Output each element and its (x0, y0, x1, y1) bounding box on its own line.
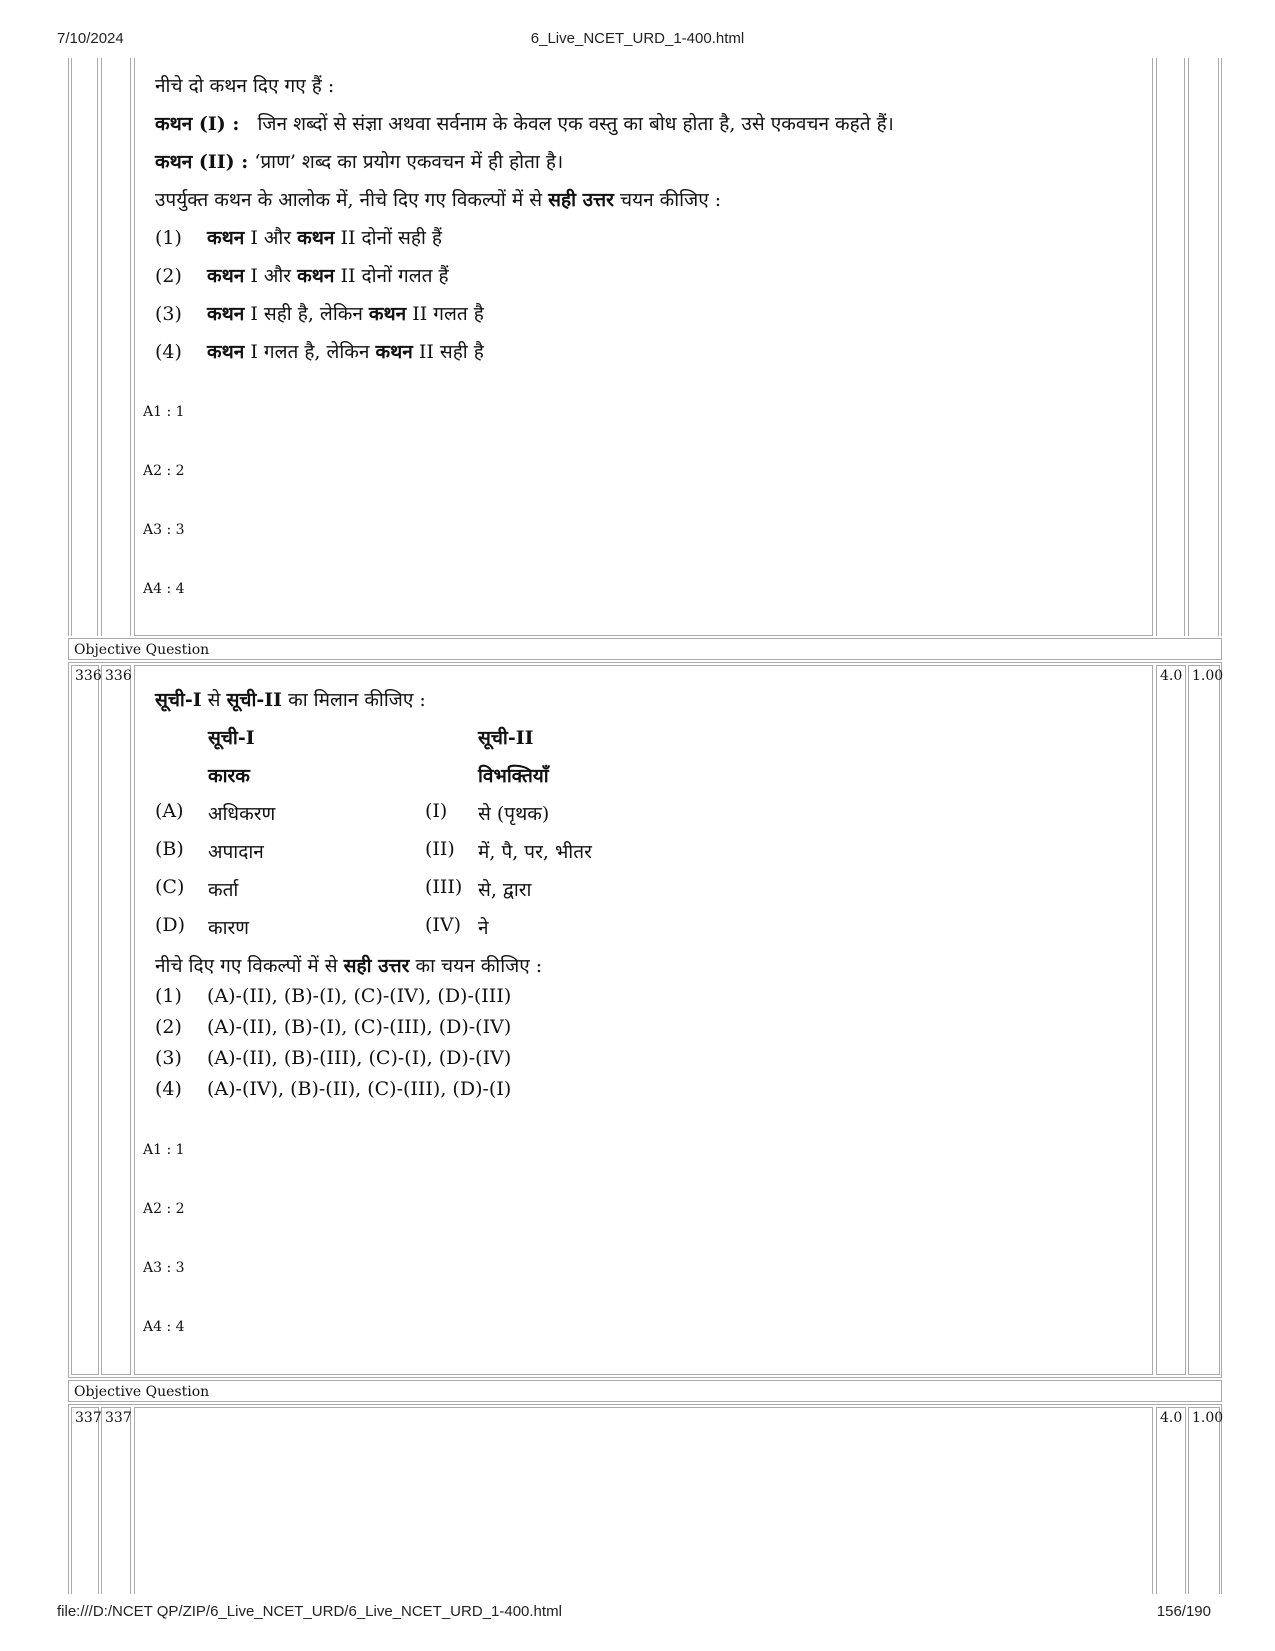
question-id: 337 (101, 1407, 131, 1594)
question-marks: 4.0 (1156, 1407, 1186, 1594)
option-4: (4) (A)-(IV), (B)-(II), (C)-(III), (D)-(I) (155, 1078, 512, 1100)
row-match: ने (478, 917, 489, 939)
answer-option: A1 : 1 (143, 404, 185, 420)
question-instruction: नीचे दिए गए विकल्पों में से सही उत्तर का चयन कीजिए : (155, 955, 543, 977)
document-title: 6_Live_NCET_URD_1-400.html (530, 30, 745, 47)
list-1-subtitle: कारक (208, 765, 250, 787)
type-row (68, 638, 1222, 660)
negative-marks: 1.00 (1188, 1407, 1220, 1594)
question-instruction: उपर्युक्त कथन के आलोक में, नीचे दिए गए विकल्पों में से सही उत्तर चयन कीजिए : (155, 189, 722, 211)
negative-marks: 1.00 (1188, 665, 1220, 1375)
table-border (1218, 58, 1219, 636)
list-2-title: सूची-II (478, 727, 534, 749)
table-border (68, 58, 69, 636)
option-3: (3) कथन I सही है, लेकिन कथन II गलत है (155, 303, 484, 325)
answer-option: A3 : 3 (143, 1260, 185, 1276)
table-border (130, 58, 131, 636)
table-border (71, 58, 72, 636)
option-1: (1) (A)-(II), (B)-(I), (C)-(IV), (D)-(III) (155, 985, 512, 1007)
question-type-label: Objective Question (74, 1384, 210, 1400)
row-match: में, पै, पर, भीतर (478, 841, 592, 863)
question-intro: नीचे दो कथन दिए गए हैं : (155, 75, 335, 97)
question-intro: सूची-I से सूची-II का मिलान कीजिए : (155, 689, 426, 711)
row-item: कर्ता (208, 879, 239, 901)
question-number: 336 (71, 665, 99, 1375)
option-2: (2) (A)-(II), (B)-(I), (C)-(III), (D)-(IV) (155, 1016, 512, 1038)
statement-2: कथन (II) : ‘प्राण’ शब्द का प्रयोग एकवचन में ही होता है। (155, 151, 564, 173)
option-3: (3) (A)-(II), (B)-(III), (C)-(I), (D)-(IV) (155, 1047, 512, 1069)
option-2: (2) कथन I और कथन II दोनों गलत हैं (155, 265, 449, 287)
row-match: से (पृथक) (478, 803, 550, 825)
row-match: से, द्वारा (478, 879, 532, 901)
row-label: (A) (155, 800, 184, 822)
answer-option: A2 : 2 (143, 1201, 185, 1217)
row-roman: (III) (425, 876, 463, 898)
print-date: 7/10/2024 (57, 30, 124, 47)
row-item: अधिकरण (208, 803, 276, 825)
row-roman: (II) (425, 838, 455, 860)
file-path: file:///D:/NCET QP/ZIP/6_Live_NCET_URD/6_Live_NCET_URD_1-400.html (57, 1603, 562, 1620)
answer-option: A4 : 4 (143, 581, 185, 597)
answer-option: A3 : 3 (143, 522, 185, 538)
option-4: (4) कथन I गलत है, लेकिन कथन II सही है (155, 341, 484, 363)
option-1: (1) कथन I और कथन II दोनों सही हैं (155, 227, 443, 249)
row-roman: (IV) (425, 914, 462, 936)
row-roman: (I) (425, 800, 448, 822)
table-border (1156, 58, 1157, 636)
question-cell (134, 1407, 1153, 1594)
table-border (1184, 58, 1185, 636)
table-border (1221, 58, 1222, 636)
table-border (97, 58, 98, 636)
answer-option: A2 : 2 (143, 463, 185, 479)
row-label: (B) (155, 838, 184, 860)
row-item: अपादान (208, 841, 264, 863)
question-marks: 4.0 (1156, 665, 1186, 1375)
statement-1: कथन (I) : जिन शब्दों से संज्ञा अथवा सर्वनाम के केवल एक वस्तु का बोध होता है, उसे एकवचन कहते हैं। (155, 113, 894, 135)
type-row (68, 1380, 1222, 1402)
table-border (1188, 58, 1189, 636)
list-1-title: सूची-I (208, 727, 255, 749)
table-border (101, 58, 102, 636)
question-id: 336 (101, 665, 131, 1375)
row-label: (D) (155, 914, 186, 936)
list-2-subtitle: विभक्तियाँ (478, 765, 549, 787)
question-number: 337 (71, 1407, 99, 1594)
answer-option: A4 : 4 (143, 1319, 185, 1335)
row-item: कारण (208, 917, 250, 939)
page-number: 156/190 (1156, 1603, 1211, 1620)
answer-option: A1 : 1 (143, 1142, 185, 1158)
question-type-label: Objective Question (74, 642, 210, 658)
row-label: (C) (155, 876, 185, 898)
